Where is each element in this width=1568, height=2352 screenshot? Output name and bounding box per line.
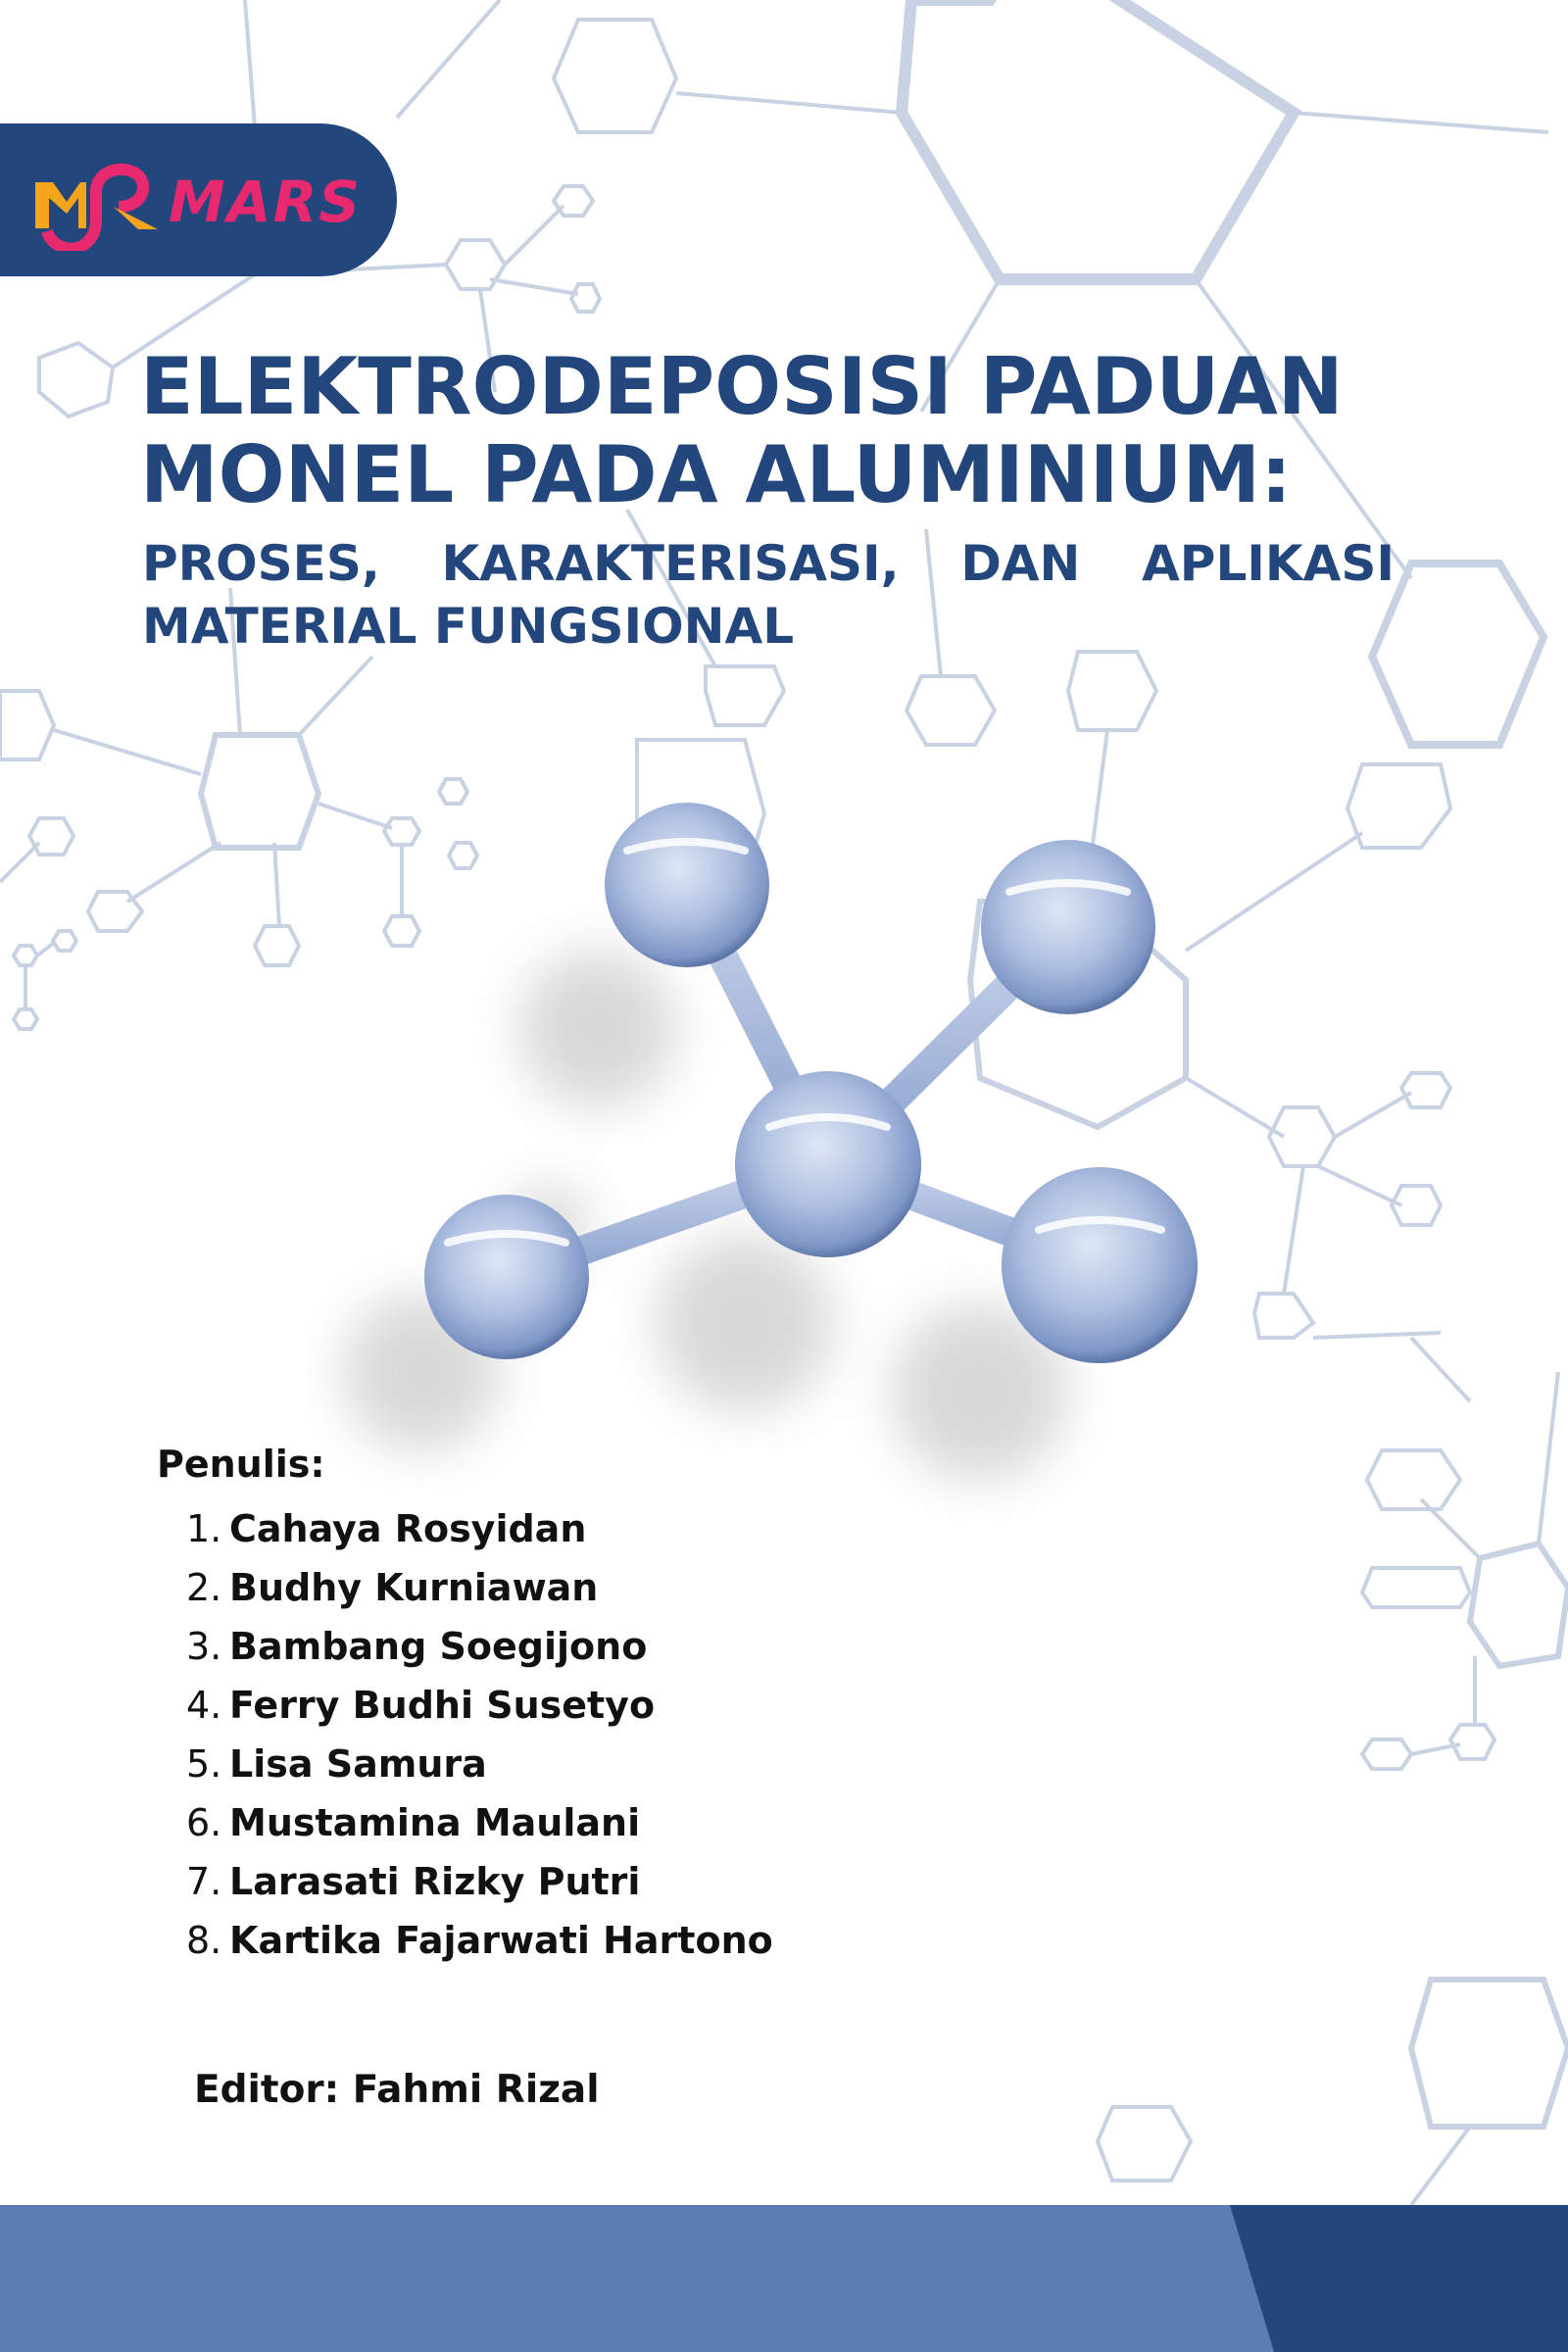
author-name: Kartika Fajarwati Hartono [229,1919,773,1962]
footer-accent [1230,2205,1568,2352]
author-item: 8. Kartika Fajarwati Hartono [186,1911,773,1970]
author-name: Cahaya Rosyidan [229,1507,587,1550]
author-item: 2. Budhy Kurniawan [186,1558,773,1617]
author-item: 1. Cahaya Rosyidan [186,1499,773,1558]
author-name: Budhy Kurniawan [229,1566,599,1609]
author-item: 6. Mustamina Maulani [186,1793,773,1852]
publisher-name: MARS [169,169,363,235]
author-item: 4. Ferry Budhi Susetyo [186,1676,773,1735]
author-name: Ferry Budhi Susetyo [229,1684,656,1727]
atom-sphere [424,1195,589,1359]
author-name: Mustamina Maulani [229,1801,641,1844]
subtitle-line-2: MATERIAL FUNGSIONAL [142,598,795,655]
subtitle-word: PROSES, [142,535,380,592]
author-item: 5. Lisa Samura [186,1735,773,1793]
atom-sphere [605,803,769,967]
footer-band [0,2205,1568,2352]
atom-sphere [981,840,1155,1014]
atom-sphere [1002,1167,1198,1363]
editor-credit: Editor: Fahmi Rizal [194,2068,600,2112]
author-name: Larasati Rizky Putri [229,1860,641,1903]
author-name: Lisa Samura [229,1742,487,1786]
subtitle-word: APLIKASI [1142,535,1395,592]
author-name: Bambang Soegijono [229,1625,648,1668]
authors-label: Penulis: [157,1443,325,1486]
title-line-2: MONEL PADA ALUMINIUM: [140,429,1293,520]
atom-sphere [735,1071,921,1257]
author-item: 7. Larasati Rizky Putri [186,1852,773,1911]
subtitle-word: DAN [960,535,1081,592]
subtitle-word: KARAKTERISASI, [441,535,900,592]
authors-list [186,1499,773,1970]
title-line-1: ELEKTRODEPOSISI PADUAN [140,341,1344,432]
author-item: 3. Bambang Soegijono [186,1617,773,1676]
